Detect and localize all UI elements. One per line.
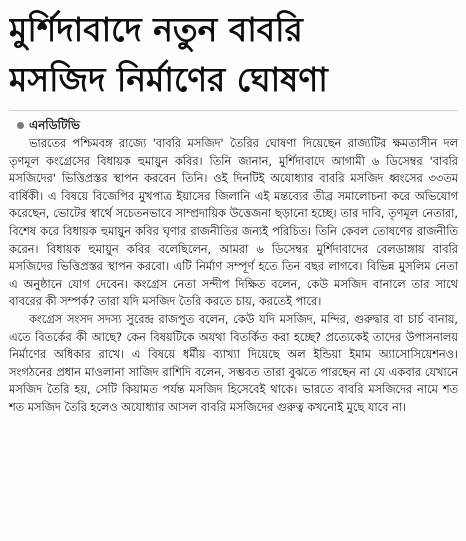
headline-divider (9, 110, 458, 111)
article-paragraph-2: কংগ্রেস সংসদ সদস্য সুরেন্দ্র রাজপুত বলেন, কেউ যদি মসজিদ, মন্দির, গুরুদ্বার বা চার্চ বানায়, এতে বিতর্কের কী আছে? কেন বিষয়টিকে অযথা বিতর্কিত করা হচ্ছে? প্রত্যেকেই তাদের উপাসনালয় নির্মাণের অধিকার রাখে। এ বিষয়ে ধর্মীয় ব্যাখ্যা দিয়েছে অল ইন্ডিয়া ইমাম অ্যাসোসিয়েশনও। সংগঠনের প্রধান মাওলানা সাজিদ রাশিদি বলেন, সম্ভবত তারা বুঝতে পারছেন না যে একবার যেখানে মসজিদ তৈরি হয়, সেটি কিয়ামত পর্যন্ত মসজিদ হিসেবেই থাকে। ভারতে বাবরি মসজিদের নামে শত শত মসজিদ তৈরি হলেও অযোধ্যার আসল বাবরি মসজিদের গুরুত্ব কখনোই মুছে যাবে না। (9, 312, 458, 414)
byline (17, 117, 458, 133)
byline-source: এনডিটিভি (29, 118, 80, 132)
headline-line-2: মসজিদ নির্মাণের ঘোষণা (9, 60, 328, 99)
headline-line-1: মুর্শিদাবাদে নতুন বাবরি (9, 10, 303, 49)
article-body (9, 135, 458, 417)
bullet-icon (17, 122, 24, 129)
article-paragraph-1: ভারতের পশ্চিমবঙ্গ রাজ্যে 'বাবরি মসজিদ' তৈরির ঘোষণা দিয়েছেন রাজ্যটির ক্ষমতাসীন দল তৃণমূল কংগ্রেসের বিধায়ক হুমায়ুন কবির। তিনি জানান, মুর্শিদাবাদে আগামী ৬ ডিসেম্বর 'বাবরি মসজিদের' ভিত্তিপ্রস্তর স্থাপন করবেন তিনি। ওই দিনটিই অযোধ্যার বাবরি মসজিদ ধ্বংসের ৩৩তম বার্ষিকী। এ বিষয়ে বিজেপির মুখপাত্র ইয়াসের জিলানি এই মন্তব্যের তীব্র সমালোচনা করে অভিযোগ করেছেন, ভোটের স্বার্থে সচেতনভাবে সাম্প্রদায়িক উত্তেজনা ছড়ানো হচ্ছে। তার দাবি, তৃণমূল নেতারা, বিশেষ করে বিধায়ক হুমায়ুন কবির ঘৃণার রাজনীতির জন্যই পরিচিত। তিনি কেবল তোষণের রাজনীতি করেন। বিধায়ক হুমায়ুন কবির বলেছিলেন, আমরা ৬ ডিসেম্বর মুর্শিদাবাদের বেলডাঙ্গায় বাবরি মসজিদের ভিত্তিপ্রস্তর স্থাপন করবো। এটি নির্মাণ সম্পূর্ণ হতে তিন বছর লাগবে। বিভিন্ন মুসলিম নেতা এ অনুষ্ঠানে যোগ দেবেন। কংগ্রেস নেতা সন্দীপ দিক্ষিত বলেন, কেউ মসজিদ বানালে তার সাথে বাবরের কী সম্পর্ক? তারা যদি মসজিদ তৈরি করতে চায়, করতেই পারে। (9, 137, 458, 309)
